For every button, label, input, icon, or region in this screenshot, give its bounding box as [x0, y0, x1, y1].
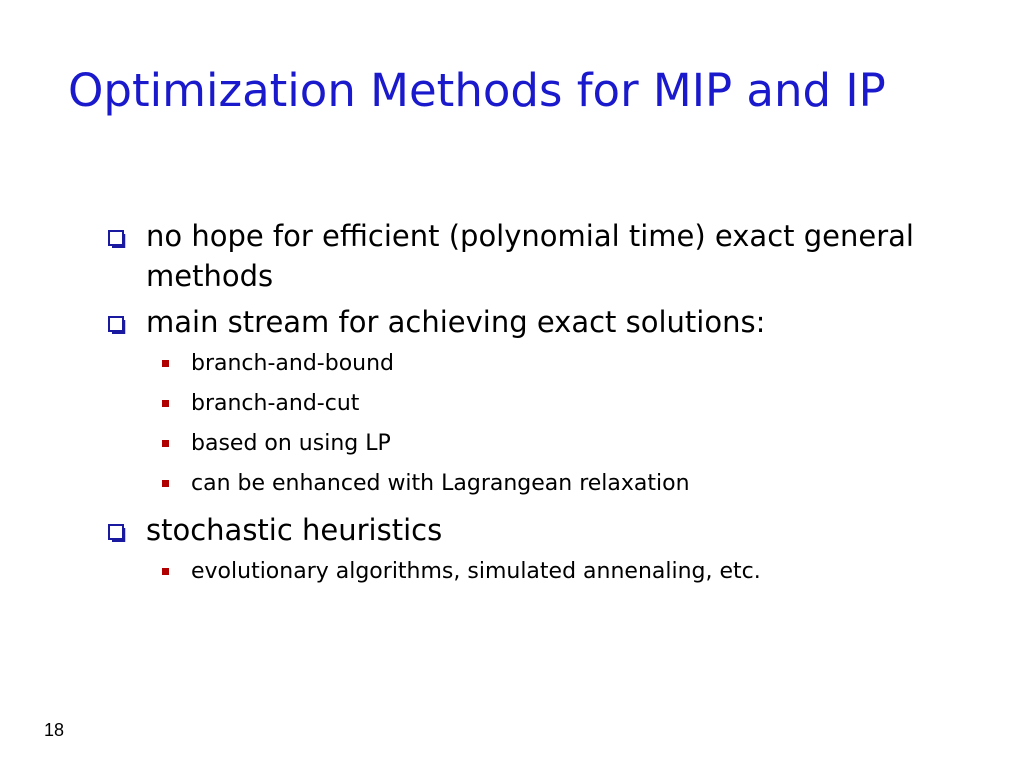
- sub-bullet-item: [146, 344, 966, 384]
- sub-bullet-list: [146, 344, 966, 504]
- hollow-square-bullet-icon: [108, 314, 128, 334]
- bullet-item: [106, 216, 966, 296]
- page-number: 18: [44, 720, 65, 740]
- filled-square-bullet-icon: [162, 480, 169, 487]
- filled-square-bullet-icon: [162, 568, 169, 575]
- slide-title: Optimization Methods for MIP and IP: [68, 64, 886, 117]
- sub-bullet-text: based on using LP: [191, 431, 391, 456]
- sub-bullet-item: [146, 384, 966, 424]
- bullet-list: [106, 216, 966, 598]
- filled-square-bullet-icon: [162, 440, 169, 447]
- bullet-text: no hope for efficient (polynomial time) exact general methods: [146, 219, 914, 293]
- hollow-square-bullet-icon: [108, 522, 128, 542]
- sub-bullet-text: can be enhanced with Lagrangean relaxation: [191, 471, 690, 496]
- sub-bullet-item: [146, 424, 966, 464]
- bullet-item: [106, 510, 966, 592]
- sub-bullet-item: [146, 552, 966, 592]
- sub-bullet-text: evolutionary algorithms, simulated annenaling, etc.: [191, 559, 761, 584]
- bullet-text: stochastic heuristics: [146, 513, 443, 547]
- hollow-square-bullet-icon: [108, 228, 128, 248]
- sub-bullet-text: branch-and-cut: [191, 391, 360, 416]
- sub-bullet-list: [146, 552, 966, 592]
- filled-square-bullet-icon: [162, 360, 169, 367]
- bullet-text: main stream for achieving exact solutions:: [146, 305, 766, 339]
- filled-square-bullet-icon: [162, 400, 169, 407]
- sub-bullet-text: branch-and-bound: [191, 351, 395, 376]
- sub-bullet-item: [146, 464, 966, 504]
- bullet-item: [106, 302, 966, 504]
